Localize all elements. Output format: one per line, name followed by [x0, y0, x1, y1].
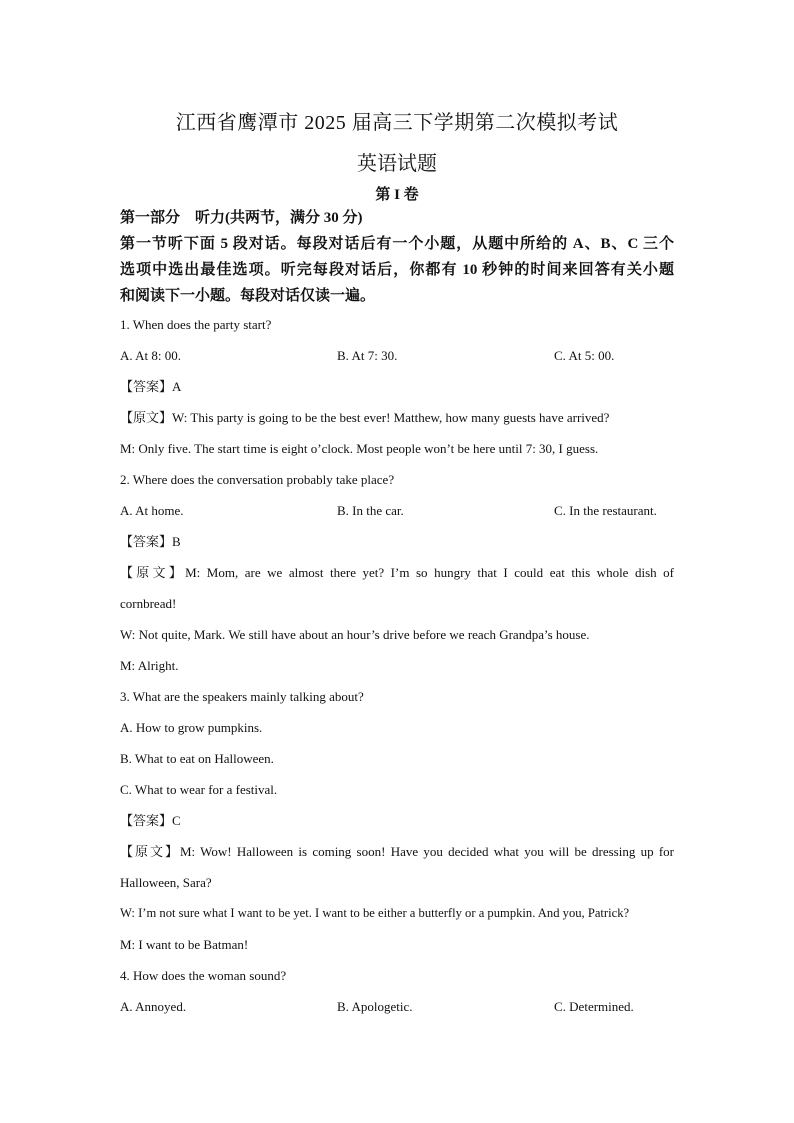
document-subtitle: 英语试题: [357, 153, 437, 175]
transcript-line: cornbread!: [120, 596, 177, 611]
option-c: C. What to wear for a festival.: [120, 782, 278, 797]
transcript-line: W: Not quite, Mark. We still have about an hour’s drive before we reach Grandpa’s house.: [120, 627, 590, 642]
option-b: B. What to eat on Halloween.: [120, 751, 274, 766]
option-b: B. In the car.: [337, 503, 404, 518]
part-heading: 第一部分 听力(共两节，满分 30 分): [120, 210, 363, 226]
transcript-line: M: Alright.: [120, 658, 179, 673]
instruction-line: 选项中选出最佳选项。听完每段对话后，你都有 10 秒钟的时间来回答有关小题: [120, 262, 674, 278]
option-c: C. At 5: 00.: [554, 348, 615, 363]
option-c: C. In the restaurant.: [554, 503, 657, 518]
option-a: A. At 8: 00.: [120, 348, 182, 363]
options-row: [120, 495, 674, 526]
options-row: [120, 340, 674, 371]
transcript-line: 【原文】M: Wow! Halloween is coming soon! Have you decided what you will be dressing up for: [120, 844, 674, 859]
option-b: B. Apologetic.: [337, 999, 413, 1014]
question-stem: 3. What are the speakers mainly talking about?: [120, 689, 364, 704]
question-stem: 1. When does the party start?: [120, 317, 272, 332]
option-a: A. At home.: [120, 503, 184, 518]
question-stem: 2. Where does the conversation probably take place?: [120, 472, 395, 487]
answer-label: 【答案】A: [120, 379, 182, 394]
answer-label: 【答案】C: [120, 813, 181, 828]
answer-label: 【答案】B: [120, 534, 181, 549]
options-row: [120, 991, 674, 1022]
question-stem: 4. How does the woman sound?: [120, 968, 287, 983]
option-a: A. How to grow pumpkins.: [120, 720, 263, 735]
transcript-line: 【原文】M: Mom, are we almost there yet? I’m so hungry that I could eat this whole dish of: [120, 565, 674, 580]
instruction-line: 和阅读下一小题。每段对话仅读一遍。: [120, 288, 376, 304]
option-a: A. Annoyed.: [120, 999, 187, 1014]
transcript-line: M: Only five. The start time is eight o’clock. Most people won’t be here until 7: 30, I guess.: [120, 441, 599, 456]
volume-label: 第 I 卷: [375, 187, 419, 203]
document-title: 江西省鹰潭市 2025 届高三下学期第二次模拟考试: [175, 112, 619, 134]
transcript-line: W: I’m not sure what I want to be yet. I want to be either a butterfly or a pumpkin. And you, Patrick?: [120, 906, 630, 920]
transcript-line: M: I want to be Batman!: [120, 937, 249, 952]
transcript-line: Halloween, Sara?: [120, 875, 212, 890]
transcript-line: 【原文】W: This party is going to be the best ever! Matthew, how many guests have arrived?: [120, 410, 610, 425]
content-body: [120, 206, 674, 1022]
instruction-line: 第一节听下面 5 段对话。每段对话后有一个小题，从题中所给的 A、B、C 三个: [120, 236, 674, 252]
option-c: C. Determined.: [554, 999, 634, 1014]
option-b: B. At 7: 30.: [337, 348, 398, 363]
